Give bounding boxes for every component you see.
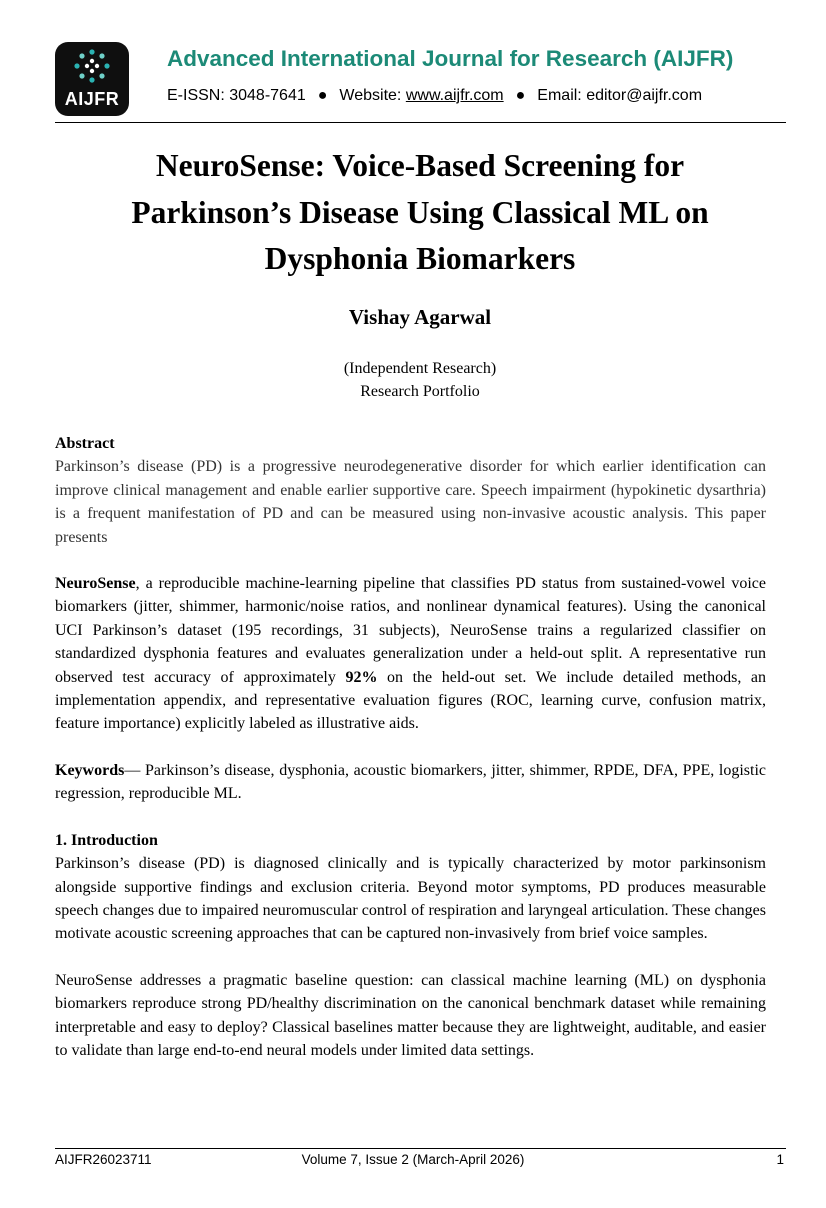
keywords-label: Keywords	[55, 761, 125, 779]
system-name: NeuroSense	[55, 575, 136, 593]
bullet-icon: ●	[515, 87, 526, 104]
abstract-text: on the held-out set. We include detailed methods, an implementation appendix, and representative evaluation figures (ROC, learning curve, confusion matrix, feature importance) explicitly labeled as illustrative aids.	[55, 668, 766, 733]
keywords-text: Parkinson’s disease, dysphonia, acoustic biomarkers, jitter, shimmer, RPDE, DFA, PPE, logistic regression, reproducible ML.	[55, 761, 767, 803]
title-line: NeuroSense: Voice-Based Screening for	[155, 148, 685, 183]
footer-volume: Volume 7, Issue 2 (March-April 2026)	[301, 1152, 525, 1167]
accuracy-value: 92%	[345, 668, 378, 686]
footer-paper-id: AIJFR26023711	[55, 1152, 152, 1167]
abstract-heading: Abstract	[55, 435, 115, 452]
author-name: Vishay Agarwal	[348, 305, 492, 329]
header-divider	[55, 122, 786, 123]
journal-meta	[167, 87, 702, 105]
paper-body	[55, 432, 766, 1062]
abstract-text: Parkinson’s disease (PD) is a progressive neurodegenerative disorder for which earlier identification can improve clinical management and enable earlier supportive care. Speech impairment (hypokinetic dysarthria) is a frequent manifestation of PD and can be measured using non-invasive acoustic analysis. This paper presents	[55, 458, 766, 546]
introduction-paragraph: Parkinson’s disease (PD) is diagnosed clinically and is typically characterized by motor parkinsonism alongside supportive findings and exclusion criteria. Beyond motor symptoms, PD produces measurable speech changes due to impaired neuromuscular control of respiration and laryngeal articulation. These changes motivate acoustic screening approaches that can be captured non-invasively from brief voice samples.	[55, 855, 766, 943]
website-link[interactable]: www.aijfr.com	[405, 87, 504, 104]
abstract-paragraph	[55, 455, 766, 549]
journal-title: Advanced International Journal for Research (AIJFR)	[167, 46, 734, 71]
logo-dots-icon	[72, 47, 112, 87]
email[interactable]: Email: editor@aijfr.com	[537, 87, 703, 104]
abstract-text: , a reproducible machine-learning pipeline that classifies PD status from sustained-vowel voice biomarkers (jitter, shimmer, harmonic/noise ratios, and nonlinear dynamical features). Using the canonical UCI Parkinson’s dataset (195 recordings, 31 subjects), NeuroSense trains a regularized classifier on standardized dysphonia features and evaluates generalization under a held-out split. A representative run observed test accuracy of approximately	[55, 575, 766, 686]
keywords	[55, 759, 766, 806]
affiliation	[60, 357, 780, 403]
eissn: E-ISSN: 3048-7641	[167, 87, 306, 104]
introduction-paragraph: NeuroSense addresses a pragmatic baseline question: can classical machine learning (ML) on dysphonia biomarkers reproduce strong PD/healthy discrimination on the canonical benchmark dataset while remaining interpretable and easy to deploy? Classical baselines matter because they are lightweight, auditable, and easier to validate than large end-to-end neural models under limited data settings.	[55, 971, 766, 1059]
logo-text: AIJFR	[64, 89, 120, 109]
abstract-paragraph	[55, 572, 766, 736]
affiliation-line: (Independent Research)	[343, 360, 497, 377]
footer-page-number: 1	[776, 1152, 784, 1167]
journal-logo	[55, 42, 129, 116]
introduction-heading: 1. Introduction	[55, 831, 158, 849]
title-line: Parkinson’s Disease Using Classical ML on	[131, 194, 709, 230]
affiliation-line: Research Portfolio	[360, 383, 480, 400]
bullet-icon: ●	[317, 87, 328, 104]
website-label: Website:	[339, 87, 406, 104]
paper-title	[60, 143, 780, 283]
footer-divider	[55, 1148, 786, 1149]
keywords-dash: —	[124, 761, 145, 779]
title-line: Dysphonia Biomarkers	[264, 241, 576, 276]
